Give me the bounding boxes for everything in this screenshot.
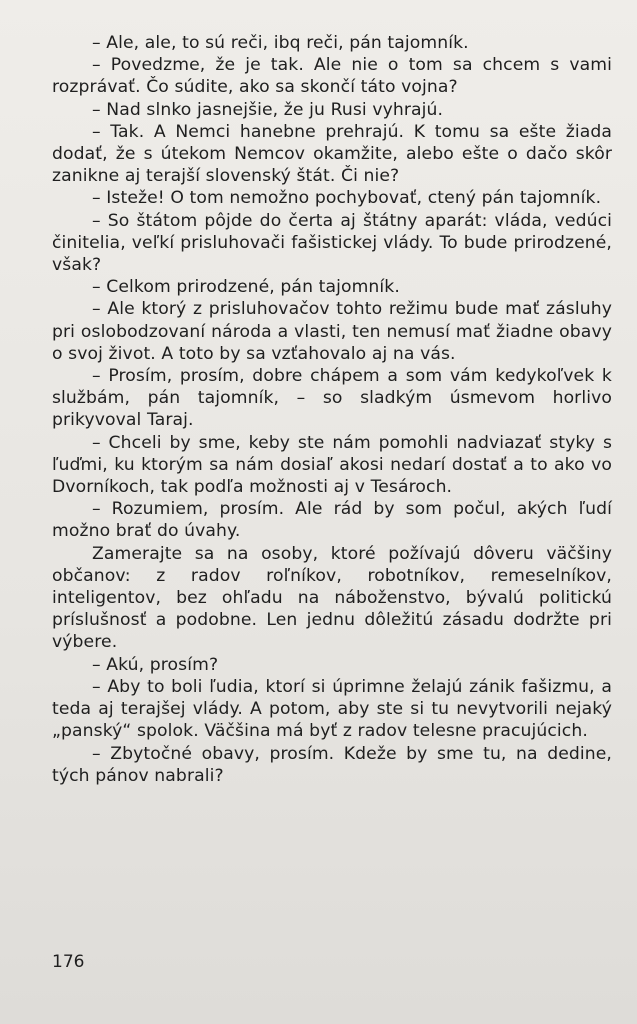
- page-number: 176: [52, 952, 85, 972]
- paragraph: – Rozumiem, prosím. Ale rád by som počul, akých ľudí možno brať do úvahy.: [52, 499, 612, 542]
- paragraph: – Aby to boli ľudia, ktorí si úprimne želajú zánik fašizmu, a teda aj terajšej vlády. A potom, aby ste si tu nevytvorili nejaký „panský“ spolok. Väčšina má byť z radov telesne pracujúcich.: [52, 676, 612, 742]
- paragraph: – Akú, prosím?: [92, 654, 219, 675]
- paragraph: – Celkom prirodzené, pán tajomník.: [92, 277, 400, 298]
- paragraph: – Nad slnko jasnejšie, že ju Rusi vyhrajú.: [92, 99, 444, 120]
- paragraph: Zamerajte sa na osoby, ktoré požívajú dôveru väčšiny občanov: z radov roľníkov, robotníkov, remeselníkov, inteligentov, bez ohľadu na náboženstvo, bývalú politickú príslušnosť a podobne. Len jednu dôležitú zásadu dodržte pri výbere.: [52, 543, 612, 653]
- paragraph: – Tak. A Nemci hanebne prehrajú. K tomu sa ešte žiada dodať, že s útekom Nemcov okamžite, alebo ešte o dačo skôr zanikne aj terajší slovenský štát. Či nie?: [52, 121, 612, 187]
- page-text: [52, 28, 612, 787]
- paragraph: – Isteže! O tom nemožno pochybovať, ctený pán tajomník.: [92, 188, 602, 209]
- paragraph: – Povedzme, že je tak. Ale nie o tom sa chcem s vami rozprávať. Čo súdite, ako sa skončí táto vojna?: [52, 55, 612, 98]
- paragraph: – Chceli by sme, keby ste nám pomohli nadviazať styky s ľuďmi, ku ktorým sa nám dosiaľ akosi nedarí dostať a to ako vo Dvorníkoch, tak podľa možnosti aj v Tesároch.: [52, 432, 612, 498]
- paragraph: – Zbytočné obavy, prosím. Kdeže by sme tu, na dedine, tých pánov nabrali?: [52, 743, 612, 786]
- paragraph: – So štátom pôjde do čerta aj štátny aparát: vláda, vedúci činitelia, veľkí prisluhovači fašistickej vlády. To bude prirodzené, však?: [52, 210, 612, 276]
- paragraph: – Prosím, prosím, dobre chápem a som vám kedykoľvek k službám, pán tajomník, – so sladkým úsmevom horlivo prikyvoval Taraj.: [52, 366, 612, 431]
- paragraph: – Ale ktorý z prisluhovačov tohto režimu bude mať zásluhy pri oslobodzovaní národa a vlasti, ten nemusí mať žiadne obavy o svoj život. A toto by sa vzťahovalo aj na vás.: [52, 299, 612, 364]
- paragraph: – Ale, ale, to sú reči, ibq reči, pán tajomník.: [92, 33, 469, 53]
